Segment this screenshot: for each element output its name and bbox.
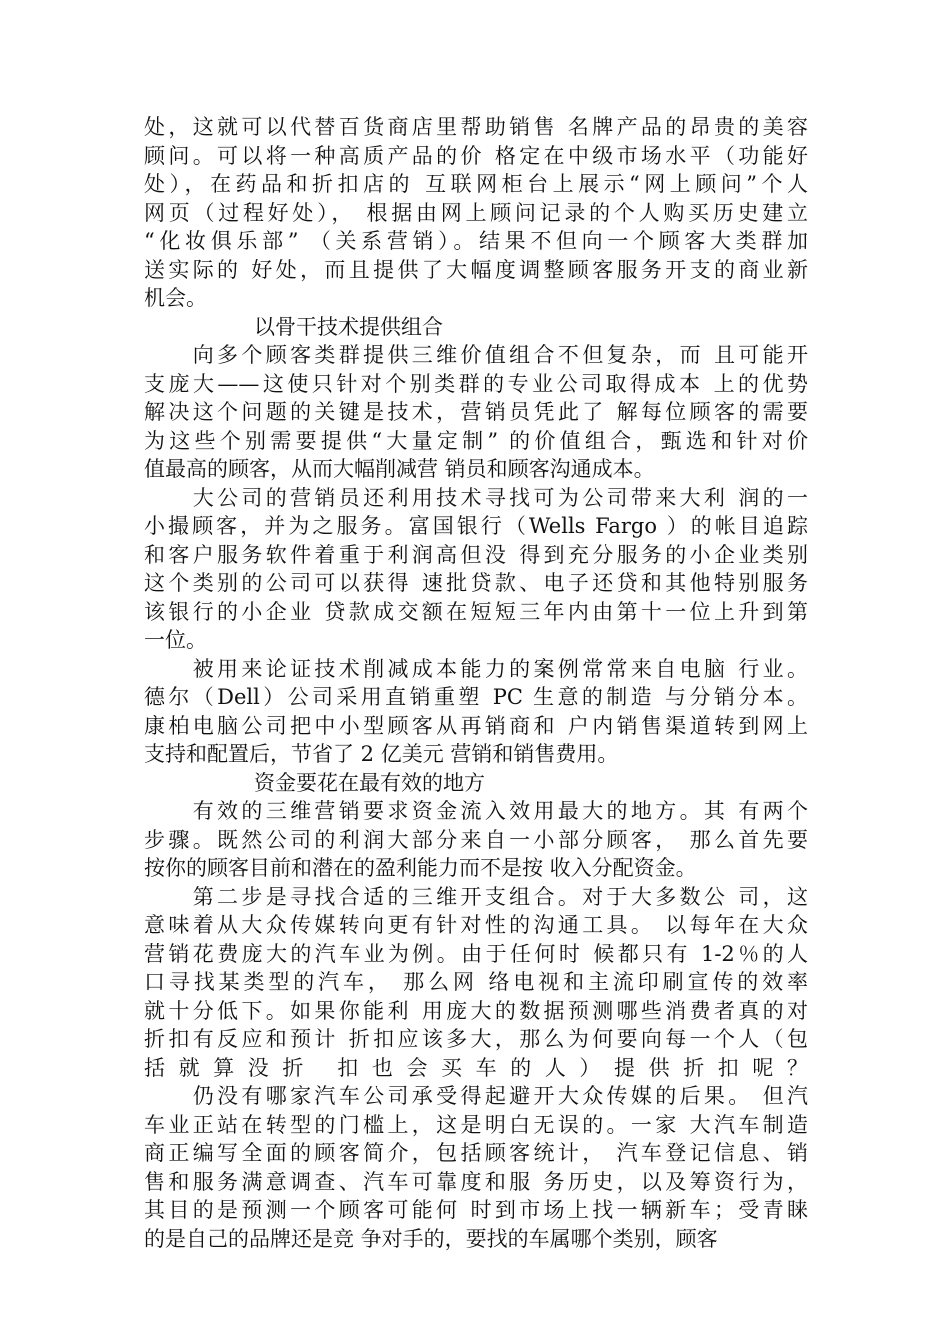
- text-line: 步骤。既然公司的利润大部分来自一小部分顾客， 那么首先要: [144, 827, 808, 852]
- text-line: 按你的顾客目前和潜在的盈利能力而不是按 收入分配资金。: [144, 856, 697, 880]
- text-line: 第二步是寻找合适的三维开支组合。对于大多数公 司，这: [144, 884, 808, 909]
- text-line: 售和服务满意调查、汽车可靠度和服 务历史，以及筹资行为，: [144, 1169, 808, 1194]
- text-line: 和客户服务软件着重于利润高但没 得到充分服务的小企业类别: [144, 542, 808, 567]
- text-line: 被用来论证技术削减成本能力的案例常常来自电脑 行业。: [144, 656, 808, 681]
- text-line: 其目的是预测一个顾客可能何 时到市场上找一辆新车；受青睐: [144, 1198, 808, 1222]
- document-page: [144, 113, 808, 1253]
- text-line: 向多个顾客类群提供三维价值组合不但复杂，而 且可能开: [144, 343, 808, 367]
- text-line: 该银行的小企业 贷款成交额在短短三年内由第十一位上升到第: [144, 599, 808, 624]
- section-heading: [144, 769, 808, 798]
- text-line: 机会。: [144, 286, 207, 310]
- text-line: 大公司的营销员还利用技术寻找可为公司带来大利 润的一: [144, 485, 808, 510]
- text-line: 康柏电脑公司把中小型顾客从再销商和 户内销售渠道转到网上: [144, 713, 808, 738]
- text-line: 商正编写全面的顾客简介，包括顾客统计， 汽车登记信息、销: [144, 1141, 808, 1165]
- text-line: 营销花费庞大的汽车业为例。由于任何时 候都只有 1-2％的人: [144, 941, 808, 966]
- text-line: 的是自己的品牌还是竞 争对手的，要找的车属哪个类别，顾客: [144, 1226, 718, 1251]
- text-line: 就十分低下。如果你能利 用庞大的数据预测哪些消费者真的对: [144, 998, 808, 1023]
- section-heading: [144, 313, 808, 342]
- text-line: 口寻找某类型的汽车， 那么网 络电视和主流印刷宣传的效率: [144, 970, 808, 994]
- text-line: 一位。: [144, 628, 207, 652]
- heading-text: 资金要花在最有效的地方: [254, 770, 485, 795]
- heading-text: 以骨干技术提供组合: [254, 314, 443, 339]
- paragraph: [144, 113, 808, 313]
- text-line: 送实际的 好处，而且提供了大幅度调整顾客服务开支的商业新: [144, 257, 808, 282]
- paragraph: [144, 484, 808, 655]
- paragraph: [144, 883, 808, 1083]
- text-line: 这个类别的公司可以获得 速批贷款、电子还贷和其他特别服务: [144, 571, 808, 595]
- paragraph: [144, 655, 808, 769]
- text-line: 仍没有哪家汽车公司承受得起避开大众传媒的后果。 但汽: [144, 1084, 808, 1108]
- paragraph: [144, 341, 808, 484]
- text-line: 括就算没折 扣也会买车的人）提供折扣呢？: [144, 1055, 808, 1080]
- text-line: 处），在药品和折扣店的 互联网柜台上展示“网上顾问”个人: [144, 172, 808, 196]
- text-line: “化妆俱乐部” （关系营销）。结果不但向一个顾客大类群加: [144, 229, 808, 253]
- text-line: 顾问。可以将一种高质产品的价 格定在中级市场水平（功能好: [144, 143, 808, 168]
- text-line: 有效的三维营销要求资金流入效用最大的地方。其 有两个: [144, 799, 808, 823]
- text-line: 处，这就可以代替百货商店里帮助销售 名牌产品的昂贵的美容: [144, 115, 808, 139]
- paragraph: [144, 1082, 808, 1253]
- text-line: 支持和配置后，节省了 2 亿美元 营销和销售费用。: [144, 742, 619, 766]
- text-line: 支庞大——这使只针对个别类群的专业公司取得成本 上的优势: [144, 371, 808, 396]
- text-line: 意味着从大众传媒转向更有针对性的沟通工具。 以每年在大众: [144, 913, 808, 937]
- text-line: 折扣有反应和预计 折扣应该多大，那么为何要向每一个人（包: [144, 1027, 808, 1051]
- text-line: 解决这个问题的关键是技术，营销员凭此了 解每位顾客的需要: [144, 400, 808, 424]
- text-line: 值最高的顾客，从而大幅削减营 销员和顾客沟通成本。: [144, 457, 655, 481]
- text-line: 车业正站在转型的门槛上，这是明白无误的。一家 大汽车制造: [144, 1112, 808, 1137]
- text-line: 为这些个别需要提供“大量定制” 的价值组合，甄选和针对价: [144, 428, 808, 453]
- paragraph: [144, 797, 808, 883]
- text-line: 小撮顾客，并为之服务。富国银行（Wells Fargo ）的帐目追踪: [144, 514, 808, 538]
- text-line: 德尔（Dell）公司采用直销重塑 PC 生意的制造 与分销分本。: [144, 685, 808, 709]
- text-line: 网页（过程好处）， 根据由网上顾问记录的个人购买历史建立: [144, 200, 808, 225]
